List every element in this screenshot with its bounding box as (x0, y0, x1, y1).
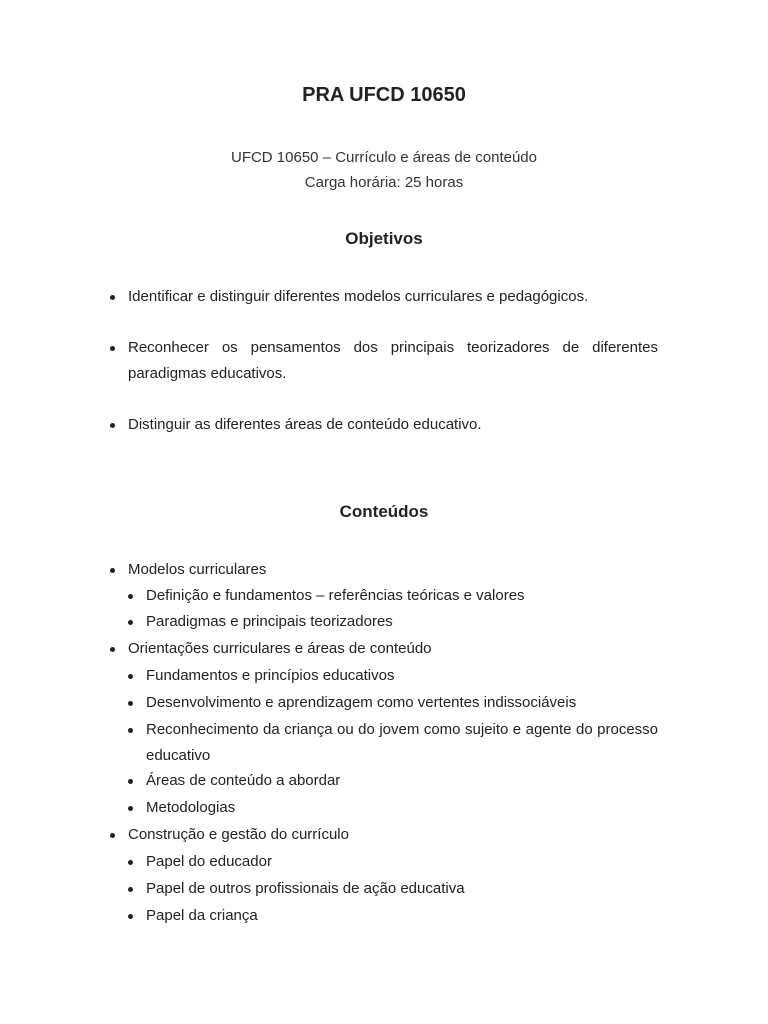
sub-list-item (146, 690, 658, 716)
bullet-icon (128, 779, 133, 784)
bullet-icon (128, 594, 133, 599)
list-item-text: Reconhecimento da criança ou do jovem como sujeito e agente do processo educativo (146, 721, 658, 764)
list-item (128, 822, 658, 848)
sub-list-item (146, 663, 658, 689)
bullet-icon (128, 914, 133, 919)
bullet-icon (110, 647, 115, 652)
sub-list-item (146, 876, 658, 902)
bullet-icon (110, 295, 115, 300)
list-item-text: Áreas de conteúdo a abordar (146, 772, 341, 789)
bullet-icon (110, 423, 115, 428)
list-item (128, 412, 658, 438)
list-item-text: Orientações curriculares e áreas de conteúdo (128, 640, 432, 657)
list-item-text: Construção e gestão do currículo (128, 826, 349, 843)
objetivos-heading: Objetivos (345, 229, 423, 248)
bullet-icon (128, 620, 133, 625)
list-item-text: Modelos curriculares (128, 561, 267, 578)
list-item-text: Distinguir as diferentes áreas de conteúdo educativo. (128, 416, 482, 433)
list-item-text: Paradigmas e principais teorizadores (146, 613, 393, 630)
bullet-icon (128, 887, 133, 892)
bullet-icon (110, 568, 115, 573)
sub-list-item (146, 768, 658, 794)
bullet-icon (128, 701, 133, 706)
sub-list-item (146, 849, 658, 875)
list-item-text: Desenvolvimento e aprendizagem como vertentes indissociáveis (146, 694, 577, 711)
list-item-text: Papel da criança (146, 907, 258, 924)
sub-list-item (146, 583, 658, 609)
bullet-icon (128, 728, 133, 733)
list-item (128, 284, 658, 310)
bullet-icon (128, 860, 133, 865)
list-item-text: Metodologias (146, 799, 236, 816)
bullet-icon (110, 833, 115, 838)
workload-line: Carga horária: 25 horas (304, 174, 464, 191)
bullet-icon (128, 674, 133, 679)
sub-list-item (146, 903, 658, 929)
conteudos-heading: Conteúdos (339, 502, 429, 521)
bullet-icon (110, 346, 115, 351)
list-item (128, 335, 658, 387)
list-item-text: Fundamentos e princípios educativos (146, 667, 395, 684)
list-item-text: Reconhecer os pensamentos dos principais teorizadores de diferentes paradigmas educativos. (128, 339, 658, 382)
list-item (128, 557, 658, 583)
list-item-text: Definição e fundamentos – referências teóricas e valores (146, 587, 525, 604)
list-item (128, 636, 658, 662)
document-title: PRA UFCD 10650 (302, 84, 466, 106)
sub-list-item (146, 795, 658, 821)
sub-list-item (146, 609, 658, 635)
list-item-text: Identificar e distinguir diferentes modelos curriculares e pedagógicos. (128, 288, 589, 305)
list-item-text: Papel de outros profissionais de ação educativa (146, 880, 465, 897)
bullet-icon (128, 806, 133, 811)
sub-list-item (146, 717, 658, 769)
ufcd-subtitle: UFCD 10650 – Currículo e áreas de conteúdo (230, 149, 537, 166)
list-item-text: Papel do educador (146, 853, 272, 870)
